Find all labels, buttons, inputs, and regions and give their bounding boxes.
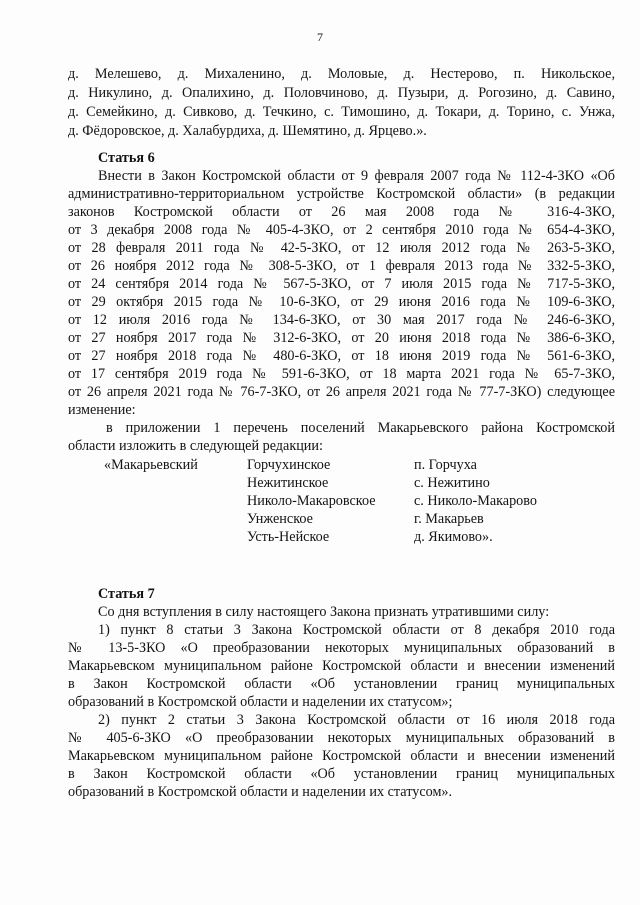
article-6-heading: Статья 6 xyxy=(98,150,155,166)
article-6-line: от 24 сентября 2014 года № 567-5-ЗКО, от 7 июля 2015 года № 717-5-ЗКО, xyxy=(68,276,615,292)
article-6-line: от 27 ноября 2017 года № 312-6-ЗКО, от 20 июня 2018 года № 386-6-ЗКО, xyxy=(68,330,615,346)
settlement-center: с. Николо-Макарово xyxy=(414,493,537,509)
article-7-line: в Закон Костромской области «Об установлении границ муниципальных xyxy=(68,766,615,782)
article-7-line: № 405-6-ЗКО «О преобразовании некоторых муниципальных образований в xyxy=(68,730,615,746)
annex-line: в приложении 1 перечень поселений Макарьевского района Костромской xyxy=(106,420,615,436)
settlement-center: д. Якимово». xyxy=(414,529,493,545)
article-7-line: Макарьевском муниципальном районе Костромской области и внесении изменений xyxy=(68,748,615,764)
article-6-line: от 28 февраля 2011 года № 42-5-ЗКО, от 12 июля 2012 года № 263-5-ЗКО, xyxy=(68,240,615,256)
page-number: 7 xyxy=(317,30,323,44)
article-7-line: образований в Костромской области и наделении их статусом»; xyxy=(68,694,453,710)
article-7-line: 2) пункт 2 статьи 3 Закона Костромской области от 16 июля 2018 года xyxy=(98,712,615,728)
annex-line: области изложить в следующей редакции: xyxy=(68,438,323,454)
article-6-line: от 17 сентября 2019 года № 591-6-ЗКО, от 18 марта 2021 года № 65-7-ЗКО, xyxy=(68,366,615,382)
settlement-center: г. Макарьев xyxy=(414,511,484,527)
settlement-name: Николо-Макаровское xyxy=(247,493,376,509)
intro-line: д. Мелешево, д. Михаленино, д. Моловые, д. Нестерово, п. Никольское, xyxy=(68,66,615,82)
settlement-center: с. Нежитино xyxy=(414,475,490,491)
settlement-center: п. Горчуха xyxy=(414,457,477,473)
article-6-line: от 29 октября 2015 года № 10-6-ЗКО, от 29 июня 2016 года № 109-6-ЗКО, xyxy=(68,294,615,310)
settlement-name: Нежитинское xyxy=(247,475,329,491)
district-name: «Макарьевский xyxy=(104,457,198,473)
article-7-line: 1) пункт 8 статьи 3 Закона Костромской области от 8 декабря 2010 года xyxy=(98,622,615,638)
article-6-line: от 26 апреля 2021 года № 76-7-ЗКО, от 26 апреля 2021 года № 77-7-ЗКО) следующее xyxy=(68,384,615,400)
settlement-name: Унженское xyxy=(247,511,313,527)
article-7-line: № 13-5-ЗКО «О преобразовании некоторых муниципальных образований в xyxy=(68,640,615,656)
intro-line: д. Семейкино, д. Сивково, д. Течкино, с. Тимошино, д. Токари, д. Торино, с. Унжа, xyxy=(68,104,615,120)
intro-line: д. Фёдоровское, д. Халабурдиха, д. Шемятино, д. Ярцево.». xyxy=(68,123,427,139)
article-6-line: от 12 июля 2016 года № 134-6-ЗКО, от 30 мая 2017 года № 246-6-ЗКО, xyxy=(68,312,615,328)
article-6-line: законов Костромской области от 26 мая 2008 года № 316-4-ЗКО, xyxy=(68,204,615,220)
article-6-line: изменение: xyxy=(68,402,136,418)
article-7-heading: Статья 7 xyxy=(98,586,155,602)
article-6-line: от 27 ноября 2018 года № 480-6-ЗКО, от 18 июня 2019 года № 561-6-ЗКО, xyxy=(68,348,615,364)
article-6-line: от 3 декабря 2008 года № 405-4-ЗКО, от 2 сентября 2010 года № 654-4-ЗКО, xyxy=(68,222,615,238)
settlement-name: Горчухинское xyxy=(247,457,331,473)
article-7-line: в Закон Костромской области «Об установлении границ муниципальных xyxy=(68,676,615,692)
article-6-line: Внести в Закон Костромской области от 9 февраля 2007 года № 112-4-ЗКО «Об xyxy=(98,168,615,184)
article-7-line: Макарьевском муниципальном районе Костромской области и внесении изменений xyxy=(68,658,615,674)
settlement-name: Усть-Нейское xyxy=(247,529,330,545)
article-7-line: образований в Костромской области и наделении их статусом». xyxy=(68,784,453,800)
article-6-line: административно-территориальном устройстве Костромской области» (в редакции xyxy=(68,186,615,202)
intro-line: д. Никулино, д. Опалихино, д. Половчиново, д. Пузыри, д. Рогозино, д. Савино, xyxy=(68,85,615,101)
article-7-line: Со дня вступления в силу настоящего Закона признать утратившими силу: xyxy=(98,604,550,620)
article-6-line: от 26 ноября 2012 года № 308-5-ЗКО, от 1 февраля 2013 года № 332-5-ЗКО, xyxy=(68,258,615,274)
